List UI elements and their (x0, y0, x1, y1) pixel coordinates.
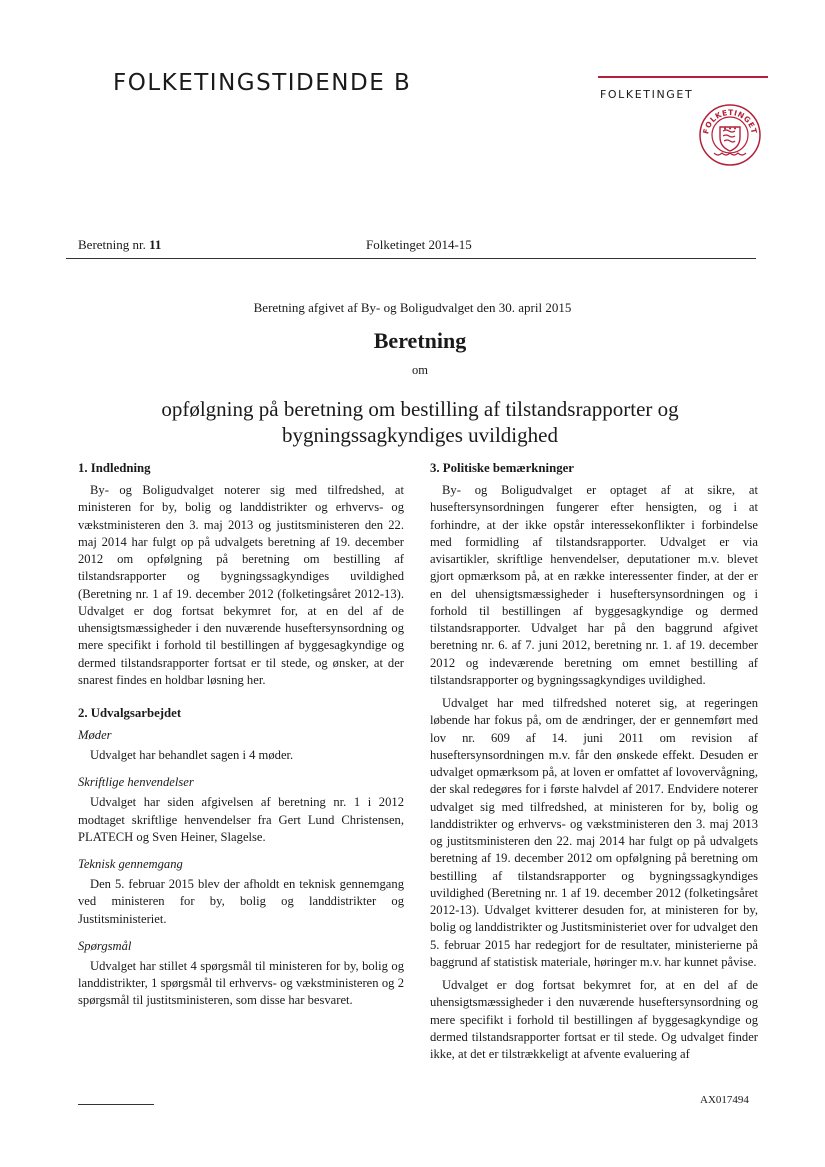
issued-by-line: Beretning afgivet af By- og Boligudvalget den 30. april 2015 (253, 300, 572, 315)
subheading-technical-review: Teknisk gennemgang (78, 857, 183, 871)
subheading-questions: Spørgsmål (78, 938, 132, 953)
political-remarks-paragraph-1: By- og Boligudvalget er optaget af at sikre, at huseftersynsordningen fungerer efter hensigten, og i at forhindre, at der ikke opstår interessekonflikter i forbindelse med formidling af tilstandsrapporter. Udvalget er via avisartikler, skriftlige henvendelser, deputationer m.v. blevet gjort opmærksom på, at en række interessenter finder, at der er en del uhensigtsmæssigheder i huseftersynsordningen og i forhold til bestillingen af byggesagkyndige og dermed tilstandsrapporter. Udvalget har på den baggrund afgivet beretning nr. 6. af 7. juni 2012, beretning nr. 1. af 19. december 2012 og indeværende beretning om emnet bestilling af tilstandsrapporter og bygningssagkyndiges uvildighed. (430, 483, 758, 687)
written-inquiries-paragraph: Udvalget har siden afgivelsen af beretning nr. 1 i 2012 modtaget skriftlige henvendelser fra Gert Lund Christensen, PLATECH og Sven Heiner, Slagelse. (78, 795, 404, 844)
report-label: Beretning nr. (78, 237, 146, 252)
subheading-meetings: Møder (78, 728, 112, 742)
publication-title: FOLKETINGSTIDENDE B (113, 70, 412, 96)
introduction-paragraph: By- og Boligudvalget noterer sig med tilfredshed, at ministeren for by, bolig og landdistrikter og erhvervs- og vækstministeren den 3. maj 2013 og justitsministeren den 22. maj 2014 har fulgt op på udvalgets beretning af 19. december 2012 om opfølgning på beretning om bestilling af tilstandsrapporter og bygningssagkyndiges uvildighed (Beretning nr. 1 af 19. december 2012 (folketingsåret 2012-13). Udvalget er dog fortsat bekymret for, at en del af de uhensigtsmæssigheder i den nuværende huseftersynsordning og mere specifikt i forhold til bestillingen af byggesagkyndige og dermed tilstandsrapporter fortsat er til stede, og ønsker, at der snarest findes en holdbar løsning her. (78, 483, 404, 687)
political-remarks-paragraph-3: Udvalget er dog fortsat bekymret for, at en del af de uhensigtsmæssigheder i den nuværende huseftersynsordning og mere specifikt i forhold til bestillingen af byggesagkyndige og dermed tilstandsrapporter fortsat er til stede. Og udvalget finder ikke, at det er tilstrækkeligt at afvente evaluering af (430, 978, 758, 1061)
left-column (78, 460, 404, 1010)
footnote-rule (78, 1104, 154, 1105)
organization-name: FOLKETINGET (600, 88, 694, 101)
technical-review-paragraph: Den 5. februar 2015 blev der afholdt en teknisk gennemgang ved ministeren for by, bolig og landdistrikter og Justitsministeriet. (78, 877, 404, 926)
section-heading-political-remarks: 3. Politiske bemærkninger (430, 461, 574, 475)
document-subject: opfølgning på beretning om bestilling af tilstandsrapporter og bygningssagkyndiges uvildighed (161, 397, 679, 447)
report-number-value: 11 (149, 237, 162, 252)
om-connector: om (412, 363, 428, 377)
header-red-rule (598, 76, 768, 78)
document-id: AX017494 (700, 1094, 749, 1106)
right-column (430, 460, 758, 1063)
subheading-written-inquiries: Skriftlige henvendelser (78, 775, 194, 790)
report-number (78, 237, 161, 253)
questions-paragraph: Udvalget har stillet 4 spørgsmål til ministeren for by, bolig og landdistrikter, 1 spørgsmål til erhvervs- og vækstministeren og 2 spørgsmål til justitsministeren, som disse har besvaret. (78, 958, 404, 1008)
seal-lettering: FOLKETINGET (701, 107, 759, 135)
header-divider (66, 258, 756, 259)
session-label: Folketinget 2014-15 (366, 237, 472, 252)
folketinget-seal-icon (698, 103, 762, 167)
political-remarks-paragraph-2: Udvalget har med tilfredshed noteret sig, at regeringen løbende har fokus på, om de ændringer, der er gennemført med lov nr. 609 af 14. juni 2011 om revision af huseftersynsordningen m.v. får den ønskede effekt. Desuden er udvalget opmærksom på, at loven er omfattet af lovovervågning, der skal redegøres for i første halvdel af 2017. Endvidere noterer udvalget sig med tilfredshed, at ministeren for by, bolig og landdistrikter og erhvervs- og vækstministeren den 3. maj 2013 og justitsministeren den 22. maj 2014 har fulgt op på udvalgets beretning af 19. december 2012 om opfølgning på beretning om bestilling af tilstandsrapporter og bygningssagkyndiges uvildighed (Beretning nr. 1 af 19. december 2012 (folketingsåret 2012-13). Udvalget kvitterer desuden for, at ministeren for by, bolig og landdistrikter og Justitsministeriet over for udvalget den 5. februar 2015 har redegjort for de resultater, ministerierne på baggrund af statistisk materiale, høringer m.v. har kunnet påvise. (430, 696, 758, 969)
document-type-title: Beretning (373, 328, 467, 353)
section-heading-committee-work: 2. Udvalgsarbejdet (78, 706, 182, 720)
section-heading-introduction: 1. Indledning (78, 461, 151, 475)
meetings-paragraph: Udvalget har behandlet sagen i 4 møder. (90, 748, 294, 762)
